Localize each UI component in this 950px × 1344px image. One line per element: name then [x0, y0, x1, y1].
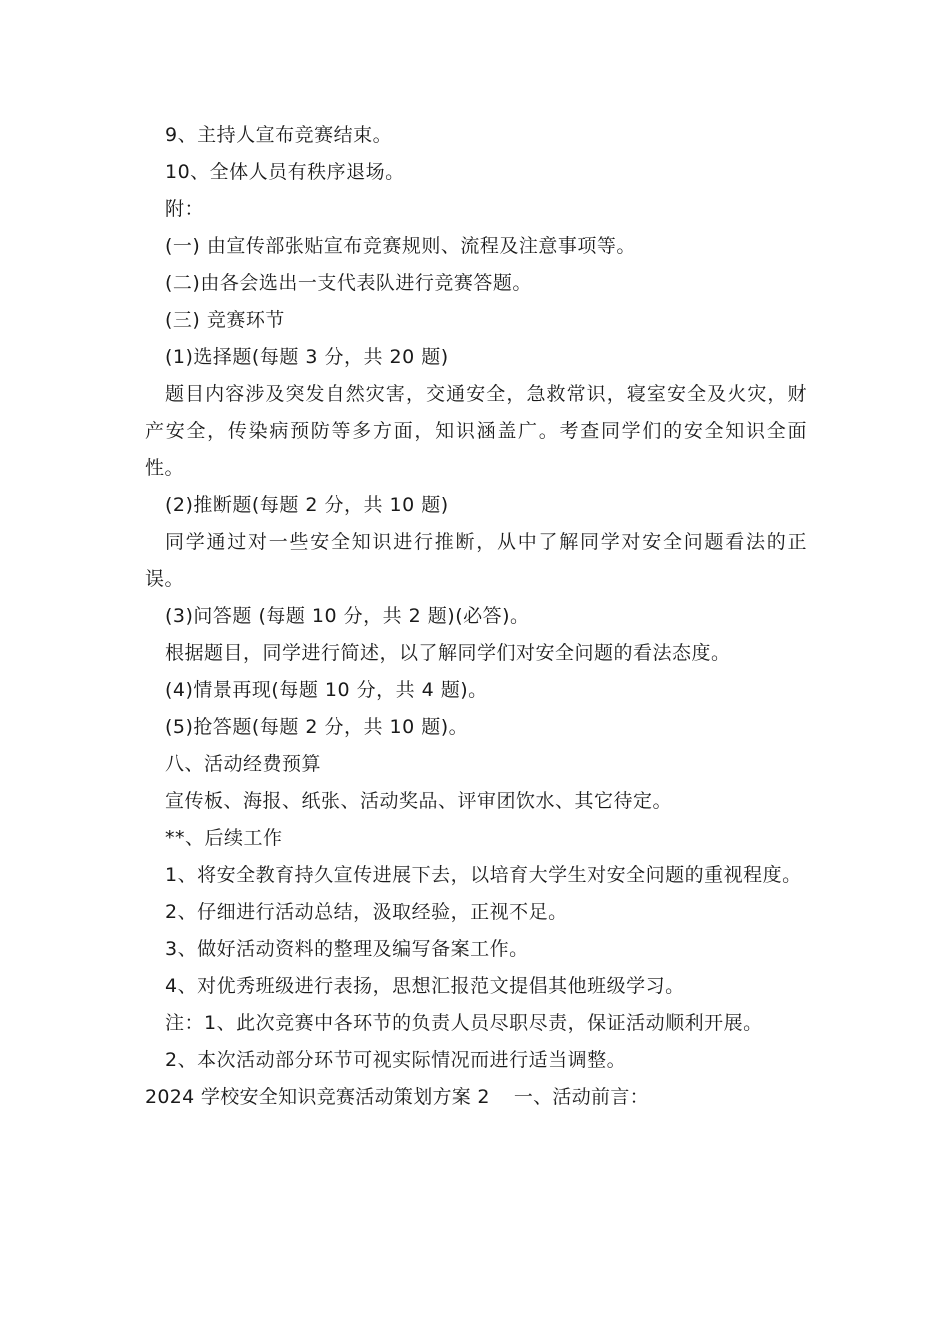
- paragraph-appendix-label: 附：: [165, 198, 205, 220]
- paragraph-appendix-1: (一) 由宣传部张贴宣布竞赛规则、流程及注意事项等。: [165, 235, 636, 257]
- next-section-heading: [145, 1079, 807, 1116]
- paragraph-round-5-title: (5)抢答题(每题 2 分，共 10 题)。: [165, 716, 469, 738]
- paragraph-followup-1: 1、将安全教育持久宣传进展下去，以培育大学生对安全问题的重视程度。: [165, 864, 802, 886]
- paragraph-step-10: 10、全体人员有秩序退场。: [165, 161, 405, 183]
- paragraph-followup-4: 4、对优秀班级进行表扬，思想汇报范文提倡其他班级学习。: [165, 975, 685, 997]
- document-body: [145, 117, 807, 1116]
- paragraph-followup-3: 3、做好活动资料的整理及编写备案工作。: [165, 938, 529, 960]
- paragraph-round-3-desc: 根据题目，同学进行简述，以了解同学们对安全问题的看法态度。: [165, 642, 731, 664]
- paragraph-round-3-title: (3)问答题 (每题 10 分，共 2 题)(必答)。: [165, 605, 530, 627]
- paragraph-followup-2: 2、仔细进行活动总结，汲取经验，正视不足。: [165, 901, 568, 923]
- paragraph-appendix-3: (三) 竞赛环节: [165, 309, 285, 331]
- paragraph-note-1: 注：1、此次竞赛中各环节的负责人员尽职尽责，保证活动顺利开展。: [165, 1012, 763, 1034]
- next-section-subtitle: 一、活动前言：: [513, 1086, 649, 1108]
- paragraph-note-2: 2、本次活动部分环节可视实际情况而进行适当调整。: [165, 1049, 627, 1071]
- paragraph-round-1-desc: 题目内容涉及突发自然灾害，交通安全，急救常识，寝室安全及火灾，财产安全，传染病预防等多方面，知识涵盖广。考查同学们的安全知识全面性。: [145, 383, 807, 479]
- paragraph-step-9: 9、主持人宣布竞赛结束。: [165, 124, 393, 146]
- paragraph-round-4-title: (4)情景再现(每题 10 分，共 4 题)。: [165, 679, 488, 701]
- section-heading-budget: 八、活动经费预算: [165, 753, 322, 775]
- paragraph-round-2-desc: 同学通过对一些安全知识进行推断，从中了解同学对安全问题看法的正误。: [145, 531, 807, 590]
- paragraph-appendix-2: (二)由各会选出一支代表队进行竞赛答题。: [165, 272, 532, 294]
- next-section-title: 2024 学校安全知识竞赛活动策划方案 2: [145, 1086, 490, 1108]
- section-heading-followup: **、后续工作: [165, 827, 283, 849]
- paragraph-budget-items: 宣传板、海报、纸张、活动奖品、评审团饮水、其它待定。: [165, 790, 673, 812]
- paragraph-round-1-title: (1)选择题(每题 3 分，共 20 题): [165, 346, 449, 368]
- paragraph-round-2-title: (2)推断题(每题 2 分，共 10 题): [165, 494, 449, 516]
